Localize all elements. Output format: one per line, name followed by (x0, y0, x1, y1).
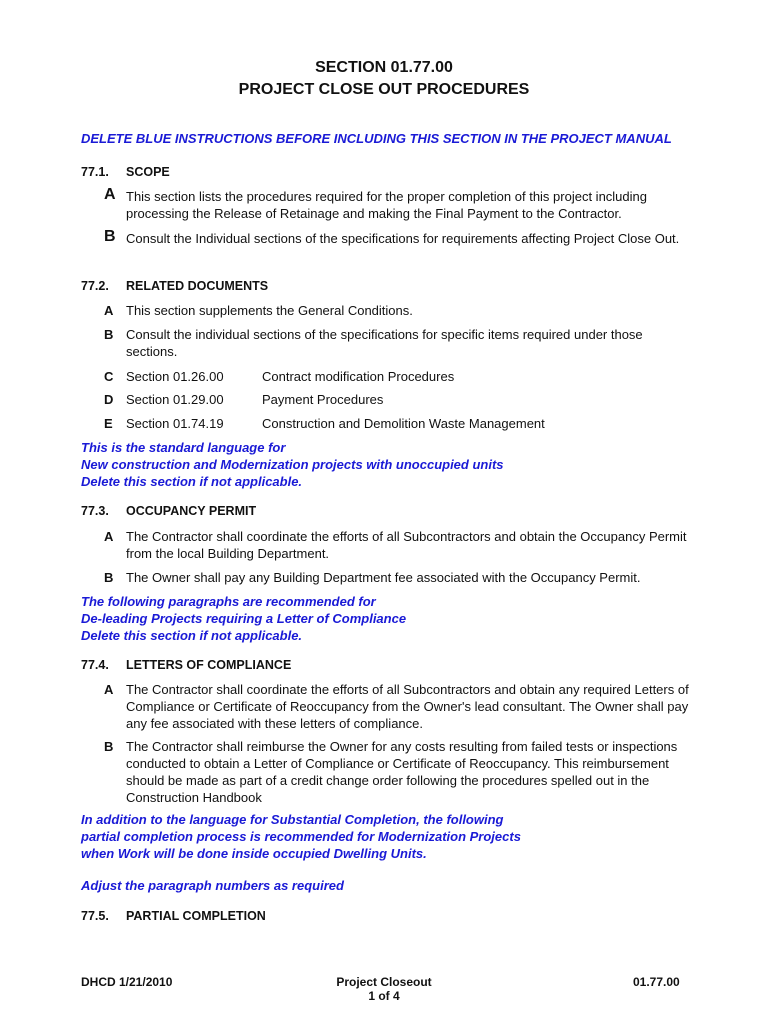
section-heading-occupancy-permit (81, 504, 256, 518)
ref-section: Section 01.26.00 (126, 369, 224, 384)
footer-agency-date: DHCD 1/21/2010 (81, 975, 173, 989)
ref-section: Section 01.74.19 (126, 416, 224, 431)
item-letter: A (104, 529, 114, 544)
item-letter: E (104, 416, 113, 431)
compliance-item-b (104, 738, 694, 806)
item-letter: B (104, 228, 116, 245)
compliance-instruction-note (81, 593, 406, 644)
note-line: New construction and Modernization projects with unoccupied units (81, 457, 504, 472)
section-number: 77.2. (81, 279, 109, 293)
partial-completion-instruction-note (81, 811, 521, 862)
ref-title: Payment Procedures (262, 392, 384, 407)
section-heading-scope (81, 165, 170, 179)
compliance-item-a (104, 681, 694, 732)
occupancy-item-b (104, 569, 694, 586)
note-line: Delete this section if not applicable. (81, 474, 303, 489)
related-ref-c (104, 368, 694, 385)
section-heading-partial-completion (81, 909, 266, 923)
item-text: This section lists the procedures required for the proper completion of this project including processing the Release of Retainage and making the Final Payment to the Contractor. (126, 189, 647, 221)
item-letter: D (104, 392, 114, 407)
note-line: Delete this section if not applicable. (81, 628, 303, 643)
note-line: The following paragraphs are recommended for (81, 594, 376, 609)
note-line: In addition to the language for Substantial Completion, the following (81, 812, 504, 827)
delete-instructions-note: DELETE BLUE INSTRUCTIONS BEFORE INCLUDING THIS SECTION IN THE PROJECT MANUAL (81, 131, 672, 146)
footer-section-number: 01.77.00 (633, 975, 680, 989)
section-number: 77.3. (81, 504, 109, 518)
item-text: The Contractor shall reimburse the Owner for any costs resulting from failed tests or inspections conducted to obtain a Letter of Compliance or Certificate of Reoccupancy. This reimbursement should be made as part of a credit change order following the procedures spelled out in the Construction Handbook (126, 739, 678, 805)
related-item-b (104, 326, 694, 360)
occupancy-item-a (104, 528, 694, 562)
occupancy-instruction-note (81, 439, 504, 490)
section-heading-related-documents (81, 279, 268, 293)
section-heading-letters-of-compliance (81, 658, 291, 672)
footer-doc-title: Project Closeout (336, 975, 432, 989)
section-number: 77.1. (81, 165, 109, 179)
section-number: 77.4. (81, 658, 109, 672)
item-text: The Contractor shall coordinate the efforts of all Subcontractors and obtain the Occupancy Permit from the local Building Department. (126, 529, 687, 561)
item-text: Consult the individual sections of the specifications for specific items required under those sections. (126, 327, 643, 359)
item-letter: B (104, 570, 114, 585)
item-letter: C (104, 369, 114, 384)
section-title: RELATED DOCUMENTS (126, 279, 269, 293)
note-line: partial completion process is recommended for Modernization Projects (81, 829, 521, 844)
item-letter: B (104, 327, 114, 342)
section-title: SCOPE (126, 165, 170, 179)
item-text: The Contractor shall coordinate the efforts of all Subcontractors and obtain any required Letters of Compliance or Certificate of Reoccupancy from the Owner's lead consultant. The Owner shall pay any fee associated with these letters of compliance. (126, 682, 689, 731)
section-title: PARTIAL COMPLETION (126, 909, 266, 923)
section-number: 77.5. (81, 909, 109, 923)
scope-item-b (104, 230, 694, 247)
section-title: OCCUPANCY PERMIT (126, 504, 257, 518)
item-letter: A (104, 186, 116, 203)
item-text: Consult the Individual sections of the specifications for requirements affecting Project Close Out. (126, 231, 680, 246)
item-text: The Owner shall pay any Building Department fee associated with the Occupancy Permit. (126, 570, 641, 585)
item-letter: A (104, 303, 114, 318)
note-line: De-leading Projects requiring a Letter of Compliance (81, 611, 407, 626)
adjust-numbers-note: Adjust the paragraph numbers as required (81, 878, 344, 893)
section-number-title: SECTION 01.77.00 (315, 59, 453, 76)
section-name-title: PROJECT CLOSE OUT PROCEDURES (238, 81, 530, 98)
note-line: when Work will be done inside occupied Dwelling Units. (81, 846, 427, 861)
related-ref-e (104, 415, 694, 432)
ref-title: Construction and Demolition Waste Management (262, 416, 545, 431)
scope-item-a (104, 188, 694, 222)
note-line: This is the standard language for (81, 440, 286, 455)
related-ref-d (104, 391, 694, 408)
item-letter: A (104, 682, 114, 697)
item-letter: B (104, 739, 114, 754)
ref-section: Section 01.29.00 (126, 392, 224, 407)
related-item-a (104, 302, 694, 319)
footer-page-number: 1 of 4 (368, 989, 400, 1003)
ref-title: Contract modification Procedures (262, 369, 455, 384)
section-title: LETTERS OF COMPLIANCE (126, 658, 292, 672)
item-text: This section supplements the General Conditions. (126, 303, 413, 318)
